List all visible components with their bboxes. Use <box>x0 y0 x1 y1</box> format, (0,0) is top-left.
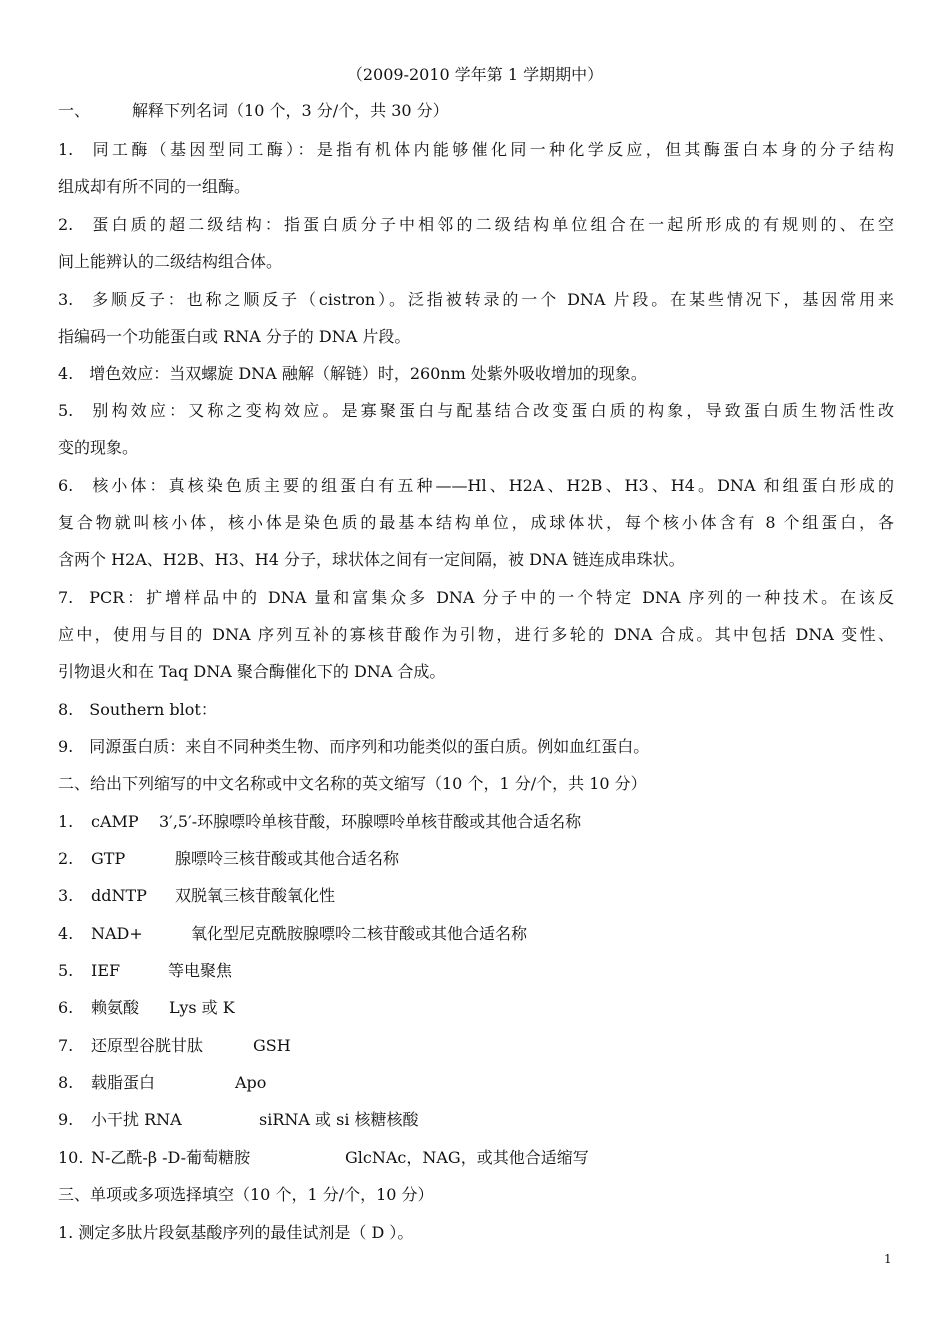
s1-item-2-line-2: 间上能辨认的二级结构组合体。 <box>58 252 283 271</box>
s2-item-2: 2. GTP 腺嘌呤三核苷酸或其他合适名称 <box>58 849 400 868</box>
section2-heading: 二、给出下列缩写的中文名称或中文名称的英文缩写（10 个，1 分/个，共 10 分） <box>58 774 647 793</box>
s2-item-6: 6. 赖氨酸 Lys 或 K <box>58 998 235 1017</box>
s1-item-2-line-1: 2. 蛋白质的超二级结构：指蛋白质分子中相邻的二级结构单位组合在一起所形成的有规则的、在空 <box>58 215 894 234</box>
s1-item-8-line-1: 8. Southern blot： <box>58 700 217 719</box>
s1-item-6-line-2: 复合物就叫核小体，核小体是染色质的最基本结构单位，成球体状，每个核小体含有 8 个组蛋白，各 <box>58 513 894 532</box>
s1-item-3-line-2: 指编码一个功能蛋白或 RNA 分子的 DNA 片段。 <box>58 327 411 346</box>
s3-question-1: 1. 测定多肽片段氨基酸序列的最佳试剂是（ D ）。 <box>58 1223 414 1242</box>
s1-item-9-line-1: 9. 同源蛋白质：来自不同种类生物、而序列和功能类似的蛋白质。例如血红蛋白。 <box>58 737 650 756</box>
exam-header: （2009-2010 学年第 1 学期期中） <box>346 65 604 84</box>
s2-item-3: 3. ddNTP 双脱氧三核苷酸氧化性 <box>58 886 336 905</box>
s2-item-4: 4. NAD+ 氧化型尼克酰胺腺嘌呤二核苷酸或其他合适名称 <box>58 924 528 943</box>
s2-item-8: 8. 载脂蛋白 Apo <box>58 1073 267 1092</box>
s1-item-7-line-2: 应中，使用与目的 DNA 序列互补的寡核苷酸作为引物，进行多轮的 DNA 合成。其中包括 DNA 变性、 <box>58 625 894 644</box>
s1-item-1-line-2: 组成却有所不同的一组酶。 <box>58 177 251 196</box>
s1-item-7-line-3: 引物退火和在 Taq DNA 聚合酶催化下的 DNA 合成。 <box>58 662 446 681</box>
page-number: 1 <box>884 1252 892 1266</box>
s1-item-5-line-1: 5. 别构效应：又称之变构效应。是寡聚蛋白与配基结合改变蛋白质的构象，导致蛋白质生物活性改 <box>58 401 894 420</box>
section1-title: 解释下列名词（10 个，3 分/个，共 30 分） <box>132 101 449 120</box>
s1-item-5-line-2: 变的现象。 <box>58 438 139 457</box>
s2-item-1: 1. cAMP 3′,5′-环腺嘌呤单核苷酸，环腺嘌呤单核苷酸或其他合适名称 <box>58 812 582 831</box>
section1-number: 一、 <box>58 101 91 120</box>
s1-item-6-line-1: 6. 核小体：真核染色质主要的组蛋白有五种——Hl、H2A、H2B、H3、H4。DNA 和组蛋白形成的 <box>58 476 894 495</box>
s2-item-10: 10. N-乙酰-β -D-葡萄糖胺 GlcNAc，NAG，或其他合适缩写 <box>58 1148 589 1167</box>
s1-item-1-line-1: 1. 同工酶（基因型同工酶）：是指有机体内能够催化同一种化学反应，但其酶蛋白本身的分子结构 <box>58 140 894 159</box>
s2-item-7: 7. 还原型谷胱甘肽 GSH <box>58 1036 291 1055</box>
s1-item-7-line-1: 7. PCR：扩增样品中的 DNA 量和富集众多 DNA 分子中的一个特定 DNA 序列的一种技术。在该反 <box>58 588 894 607</box>
s2-item-9: 9. 小干扰 RNA siRNA 或 si 核糖核酸 <box>58 1110 419 1129</box>
section1-heading <box>58 100 449 122</box>
s2-item-5: 5. IEF 等电聚焦 <box>58 961 233 980</box>
s1-item-3-line-1: 3. 多顺反子：也称之顺反子（cistron）。泛指被转录的一个 DNA 片段。在某些情况下，基因常用来 <box>58 290 894 309</box>
s1-item-4-line-1: 4. 增色效应：当双螺旋 DNA 融解（解链）时，260nm 处紫外吸收增加的现象。 <box>58 364 647 383</box>
section3-heading: 三、单项或多项选择填空（10 个，1 分/个，10 分） <box>58 1185 434 1204</box>
s1-item-6-line-3: 含两个 H2A、H2B、H3、H4 分子，球状体之间有一定间隔，被 DNA 链连成串珠状。 <box>58 550 685 569</box>
